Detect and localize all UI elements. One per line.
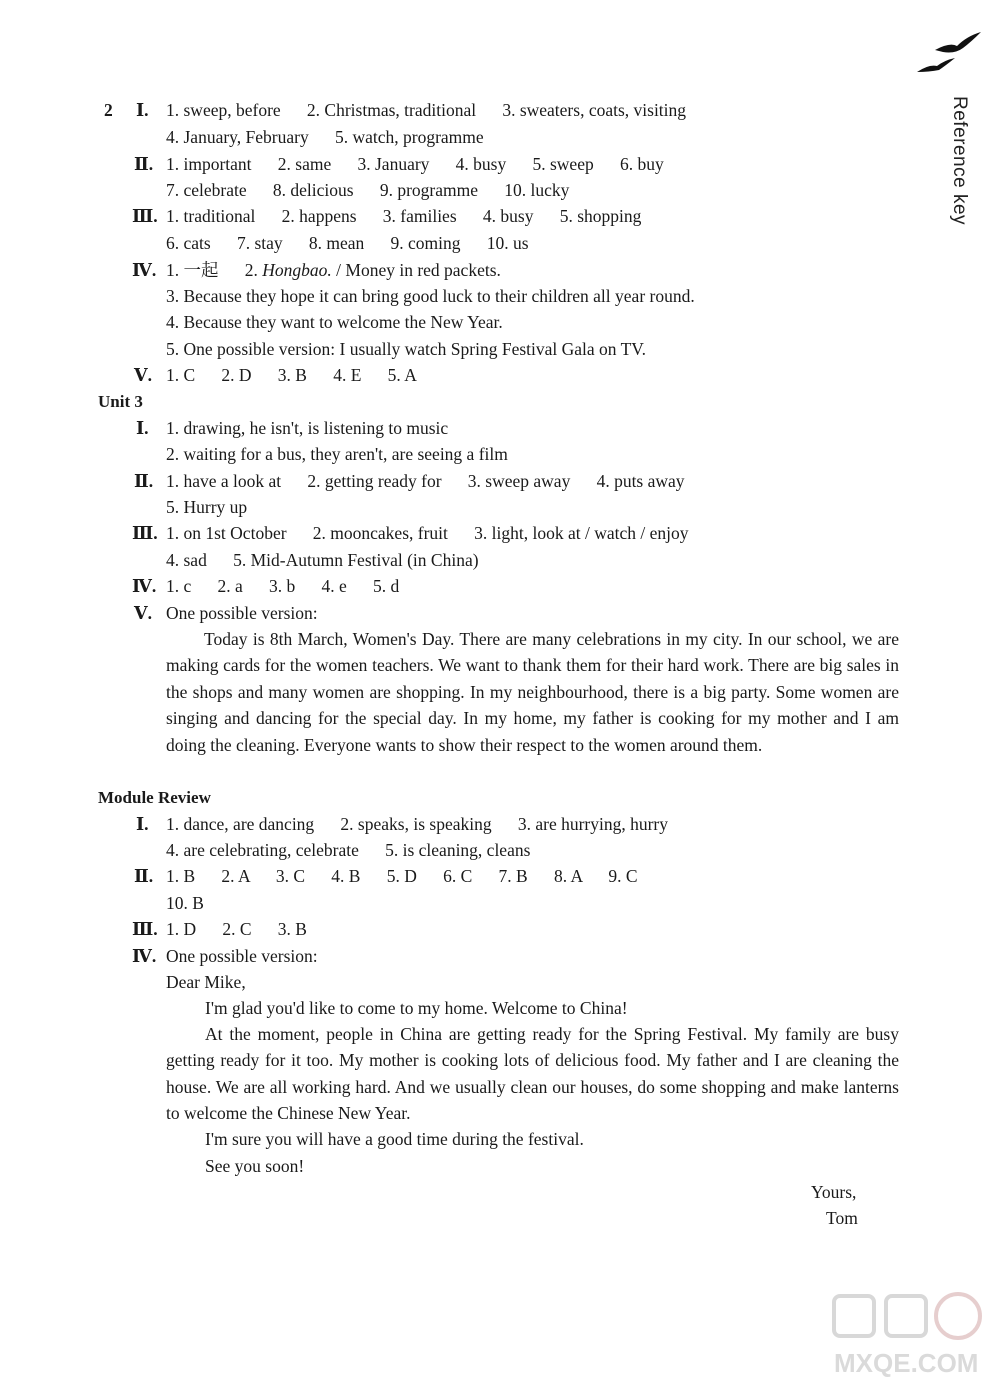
- answer-line: 10. B: [166, 893, 204, 913]
- answer-line: 1. B 2. A 3. C 4. B 5. D 6. C 7. B 8. A 9. C: [166, 866, 638, 886]
- review-title: Module Review: [98, 788, 211, 807]
- letter-signature: Tom: [826, 1208, 858, 1228]
- letter-paragraph: At the moment, people in China are getting ready for the Spring Festival. My family are busy getting ready for it too. My mother is cooking lots of delicious food. My father and I are cleaning the house. We are all working hard. And we usually clean our houses, do some shopping and make lanterns to welcome the Chinese New Year.: [166, 1024, 899, 1124]
- answer-line: 2. waiting for a bus, they aren't, are seeing a film: [166, 444, 508, 464]
- answer-line: 1. C 2. D 3. B 4. E 5. A: [166, 365, 417, 385]
- answer-line: 1. dance, are dancing 2. speaks, is speaking 3. are hurrying, hurry: [166, 814, 669, 834]
- answer-line: 6. cats 7. stay 8. mean 9. coming 10. us: [166, 233, 529, 253]
- section-number: Ⅰ.: [136, 814, 149, 834]
- watermark-text: MXQE.COM: [834, 1348, 979, 1378]
- answer-line: 1. drawing, he isn't, is listening to music: [166, 418, 449, 438]
- answer-line: One possible version:: [166, 946, 318, 966]
- bird-logo-icon: [915, 28, 985, 78]
- answer-italic-text: Hongbao.: [262, 260, 332, 280]
- section-number: Ⅱ.: [134, 154, 154, 174]
- answer-line: 1. have a look at 2. getting ready for 3. sweep away 4. puts away: [166, 471, 685, 491]
- answer-text: 1. 一起 2.: [166, 260, 263, 280]
- section-number: Ⅲ.: [132, 523, 158, 543]
- letter-paragraph: I'm glad you'd like to come to my home. Welcome to China!: [205, 998, 628, 1018]
- answer-line: 1. traditional 2. happens 3. families 4. busy 5. shopping: [166, 206, 642, 226]
- section-number: Ⅲ.: [132, 206, 158, 226]
- letter-closing: Yours,: [811, 1182, 857, 1202]
- watermark-logo-icon: [830, 1290, 1000, 1380]
- answer-line: 3. Because they hope it can bring good luck to their children all year round.: [166, 286, 695, 306]
- letter-paragraph: I'm sure you will have a good time during the festival.: [205, 1129, 584, 1149]
- section-number: Ⅱ.: [134, 471, 154, 491]
- answer-line: 4. Because they want to welcome the New Year.: [166, 312, 503, 332]
- answer-line: 7. celebrate 8. delicious 9. programme 10. lucky: [166, 180, 570, 200]
- section-number: Ⅳ.: [132, 576, 157, 596]
- section-number: Ⅴ.: [134, 365, 152, 385]
- answer-line: One possible version:: [166, 603, 318, 623]
- sample-paragraph: Today is 8th March, Women's Day. There are many celebrations in my city. In our school, we are making cards for the women teachers. We want to thank them for their hard work. There are big sales in the shops and many women are shopping. In my neighbourhood, there is a big party. Some women are singing and dancing for the special day. In my home, my father is cooking for my mother and I am doing the cleaning. Everyone wants to show their respect to the women around them.: [166, 629, 899, 755]
- section-number: Ⅲ.: [132, 919, 158, 939]
- answer-line: 4. sad 5. Mid-Autumn Festival (in China): [166, 550, 479, 570]
- answer-line: 1. important 2. same 3. January 4. busy 5. sweep 6. buy: [166, 154, 664, 174]
- letter-greeting: Dear Mike,: [166, 972, 246, 992]
- answer-line: 4. are celebrating, celebrate 5. is cleaning, cleans: [166, 840, 531, 860]
- answer-line: 1. sweep, before 2. Christmas, traditional 3. sweaters, coats, visiting: [166, 100, 687, 120]
- letter-paragraph: See you soon!: [205, 1156, 305, 1176]
- answer-line: 1. D 2. C 3. B: [166, 919, 307, 939]
- unit-number: 2: [104, 100, 113, 120]
- answer-line: 5. One possible version: I usually watch Spring Festival Gala on TV.: [166, 339, 647, 359]
- answer-line: 1. c 2. a 3. b 4. e 5. d: [166, 576, 400, 596]
- answer-line: [166, 260, 501, 280]
- section-number: Ⅴ.: [134, 603, 152, 623]
- section-number: Ⅳ.: [132, 946, 157, 966]
- section-number: Ⅰ.: [136, 100, 149, 120]
- answer-line: 4. January, February 5. watch, programme: [166, 127, 484, 147]
- unit-title: Unit 3: [98, 392, 143, 411]
- section-number: Ⅰ.: [136, 418, 149, 438]
- answer-text: / Money in red packets.: [331, 260, 501, 280]
- side-label: Reference key: [949, 96, 970, 226]
- answer-line: 5. Hurry up: [166, 497, 248, 517]
- section-number: Ⅳ.: [132, 260, 157, 280]
- answer-line: 1. on 1st October 2. mooncakes, fruit 3. light, look at / watch / enjoy: [166, 523, 689, 543]
- section-number: Ⅱ.: [134, 866, 154, 886]
